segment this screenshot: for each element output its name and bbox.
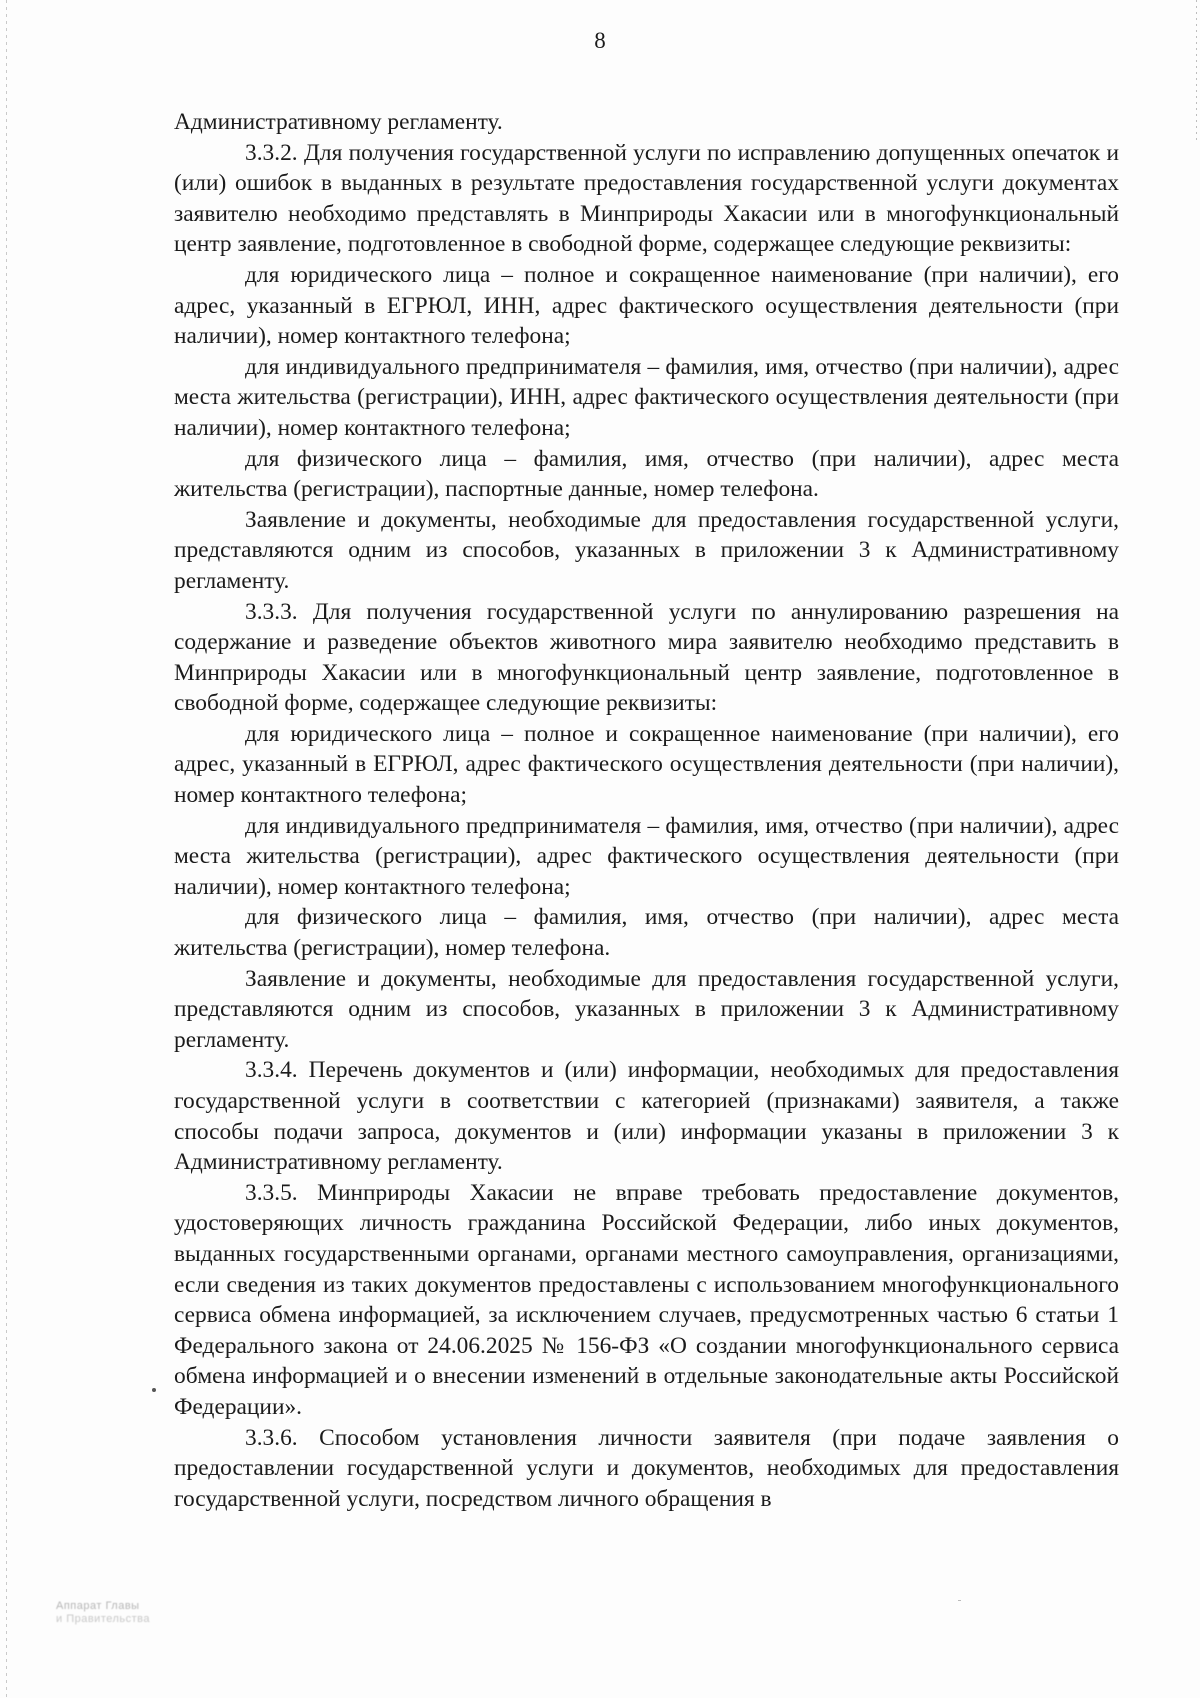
paragraph: 3.3.5. Минприроды Хакасии не вправе требовать предоставление документов, удостоверяющих личность гражданина Российской Федерации, либо иных документов, выданных государственными органами, органами местного самоуправления, организациями, если сведения из таких документов предоставлены с использованием многофункционального сервиса обмена информацией, за исключением случаев, предусмотренных частью 6 статьи 1 Федерального закона от 24.06.2025 № 156-ФЗ «О создании многофункционального сервиса обмена информацией и о внесении изменений в отдельные законодательные акты Российской Федерации».: [174, 1179, 1119, 1420]
paragraph: 3.3.6. Способом установления личности заявителя (при подаче заявления о предоставлении государственной услуги и документов, необходимых для предоставления государственной услуги, посредством личного обращения в: [174, 1424, 1119, 1512]
paragraph: Административному регламенту.: [174, 109, 503, 135]
paragraph: 3.3.4. Перечень документов и (или) информации, необходимых для предоставления государственной услуги в соответствии с категорией (признаками) заявителя, а также способы подачи запроса, документов и (или) информации указаны в приложении 3 к Административному регламенту.: [174, 1057, 1119, 1176]
paragraph: для физического лица – фамилия, имя, отчество (при наличии), адрес места жительства (регистрации), номер телефона.: [174, 904, 1119, 962]
page-number: 8: [594, 28, 606, 53]
scan-edge-left: [6, 0, 7, 1698]
paragraph: для физического лица – фамилия, имя, отчество (при наличии), адрес места жительства (регистрации), паспортные данные, номер телефона.: [174, 445, 1119, 503]
paragraph: для юридического лица – полное и сокращенное наименование (при наличии), его адрес, указанный в ЕГРЮЛ, ИНН, адрес фактического осуществления деятельности (при наличии), номер контактного телефона;: [174, 261, 1119, 350]
scan-speck: [958, 1600, 961, 1601]
faded-stamp: [56, 1600, 206, 1626]
margin-dot-mark: [152, 1388, 156, 1392]
scan-edge-right: [1196, 0, 1197, 140]
stamp-line: Аппарат Главы: [56, 1600, 140, 1612]
paragraph: Заявление и документы, необходимые для предоставления государственной услуги, представляются одним из способов, указанных в приложении 3 к Административному регламенту.: [174, 506, 1119, 594]
paragraph: для индивидуального предпринимателя – фамилия, имя, отчество (при наличии), адрес места жительства (регистрации), адрес фактического осуществления деятельности (при наличии), номер контактного телефона;: [174, 812, 1119, 900]
paragraph: для юридического лица – полное и сокращенное наименование (при наличии), его адрес, указанный в ЕГРЮЛ, адрес фактического осуществления деятельности (при наличии), номер контактного телефона;: [174, 720, 1119, 809]
paragraph: 3.3.2. Для получения государственной услуги по исправлению допущенных опечаток и (или) ошибок в выданных в результате предоставления государственной услуги документах заявителю необходимо представлять в Минприроды Хакасии или в многофункциональный центр заявление, подготовленное в свободной форме, содержащее следующие реквизиты:: [174, 139, 1119, 258]
paragraph: для индивидуального предпринимателя – фамилия, имя, отчество (при наличии), адрес места жительства (регистрации), ИНН, адрес фактического осуществления деятельности (при наличии), номер контактного телефона;: [174, 353, 1119, 441]
paragraph: Заявление и документы, необходимые для предоставления государственной услуги, представляются одним из способов, указанных в приложении 3 к Административному регламенту.: [174, 965, 1119, 1053]
stamp-line: и Правительства: [56, 1613, 151, 1625]
document-body: [174, 107, 1119, 1514]
paragraph: 3.3.3. Для получения государственной услуги по аннулированию разрешения на содержание и разведение объектов животного мира заявителю необходимо представить в Минприроды Хакасии или в многофункциональный центр заявление, подготовленное в свободной форме, содержащее следующие реквизиты:: [174, 598, 1119, 717]
